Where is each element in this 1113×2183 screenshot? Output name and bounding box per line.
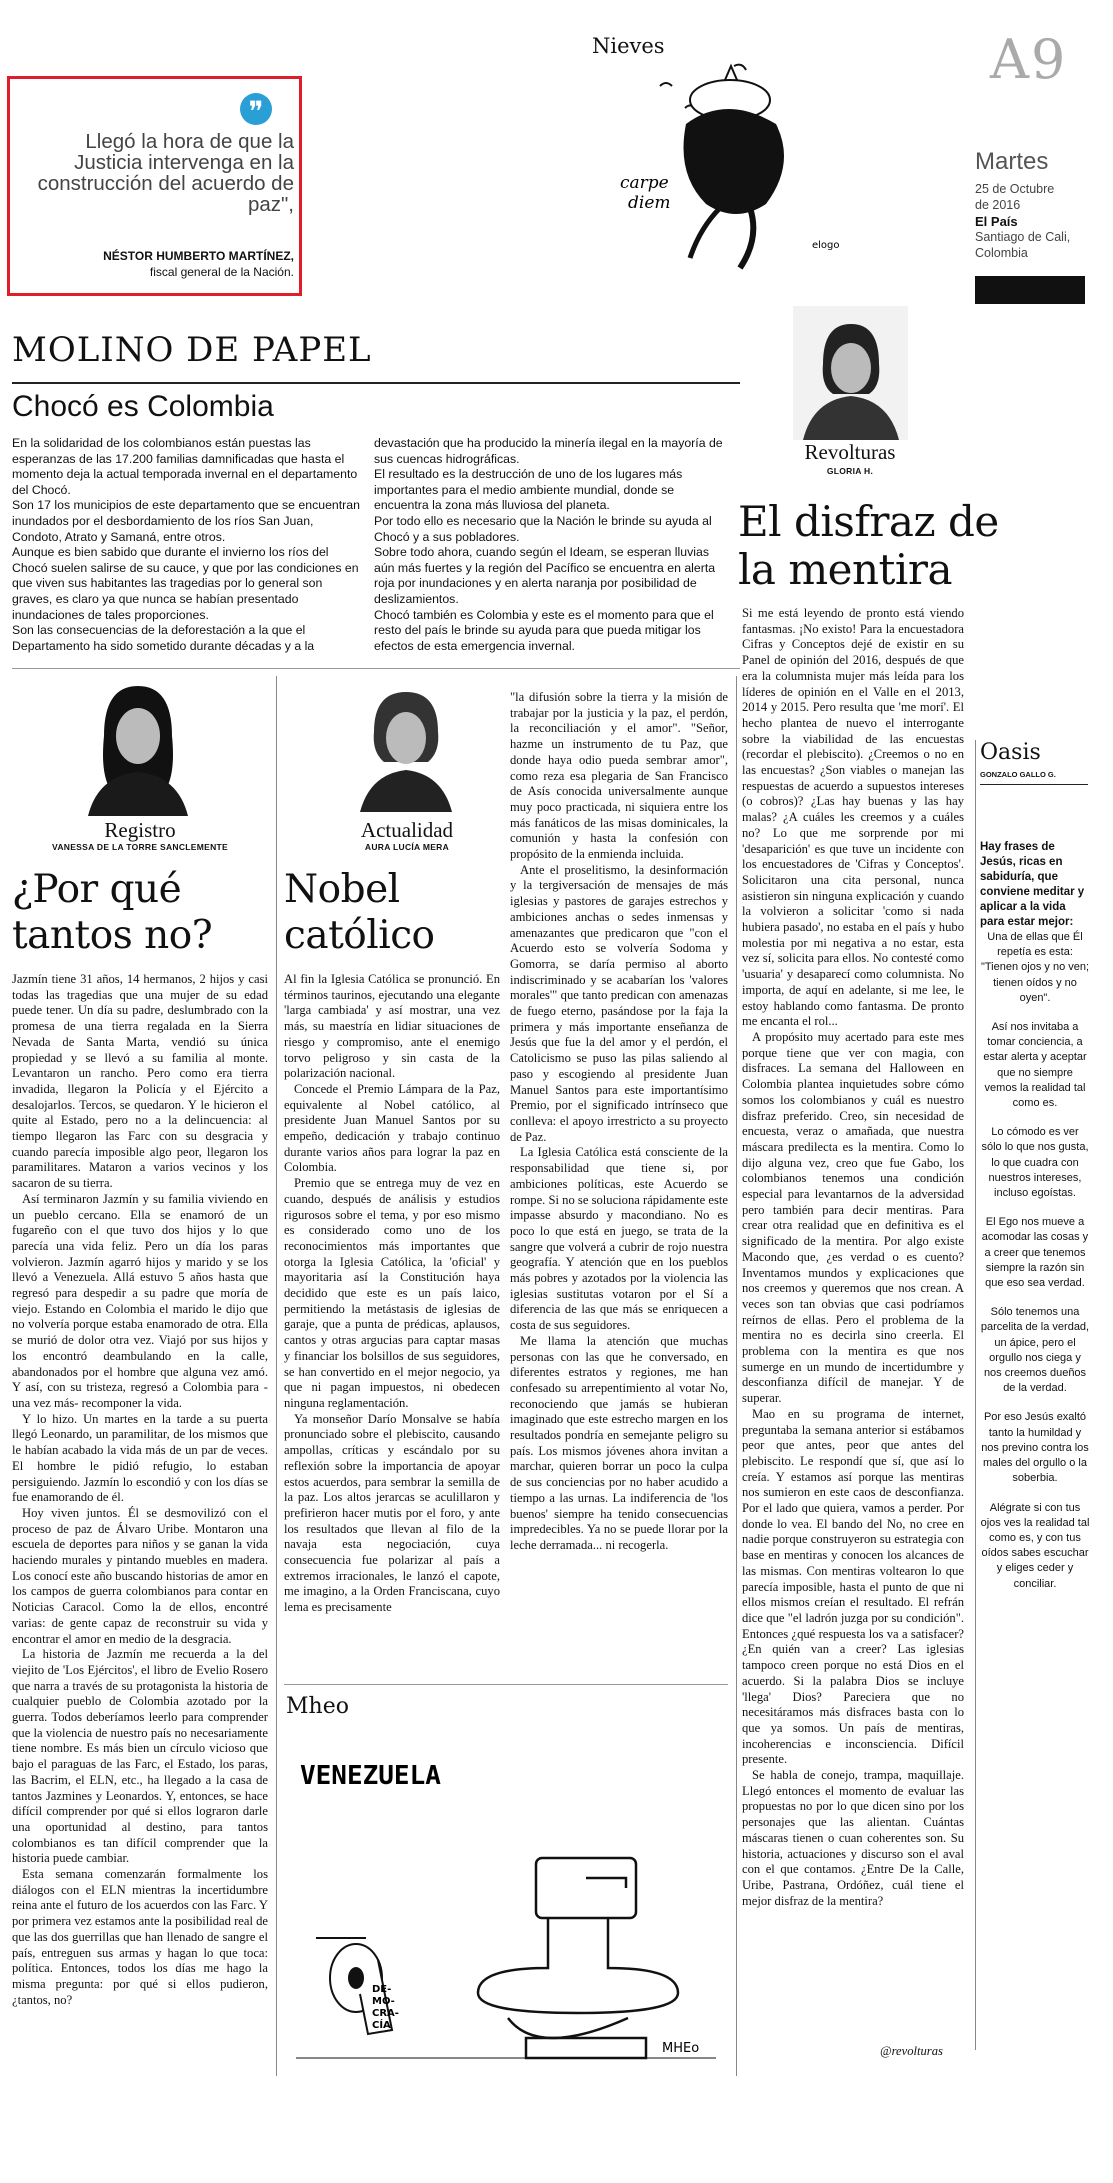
actualidad-p1: Al fin la Iglesia Católica se pronunció. En términos taurinos, ejecutando una elegante 'larga cambiada' y así mostrar, una vez más, su maestría en lidiar situaciones de riesgo y compromiso, ante el enemigo torvo peligroso y sin casta de la polarización nacional.: [284, 972, 500, 1081]
mheo-cartoon: [286, 1728, 726, 2068]
actualidad-author: AURA LUCÍA MERA: [364, 842, 450, 852]
city-line2: Colombia: [975, 246, 1028, 260]
dark-bar: [975, 276, 1085, 304]
actualidad-p8: Me llama la atención que muchas personas con las que he conversado, en diferentes estratos y regiones, me han confesado su arrepentimiento al votar No, reconociendo que jamás se hubieran imaginado que este estrecho margen en los resultados pondría en semejante peligro su país. Los mismos jóvenes ahora invitan a marchar, quieren borrar un poco la culpa de sus conciencias por no haber acudido a tiempo a las urnas. La indiferencia de 'los buenos' siempre ha tenido consecuencias impredecibles. Ya no se puede llorar por la leche derramada... ni recogerla.: [510, 1333, 728, 1552]
toilet-paper-icon: [316, 1938, 399, 2034]
actualidad-column-name: Actualidad: [360, 818, 454, 842]
quote-mark-icon: ❞: [240, 93, 272, 125]
actualidad-body-col2: [510, 690, 728, 1674]
molino-col2: [374, 436, 726, 656]
cartoon-signature: MHEo: [662, 2041, 700, 2056]
molino-p5: devastación que ha producido la minería ilegal en la mayoría de sus cuencas hidrográficas.: [374, 436, 723, 466]
revolturas-p4: Se habla de conejo, trampa, maquillaje. Llegó entonces el momento de evaluar las propuestas no por lo que dicen sino por los personajes que las alientan. Cuántas máscaras tienen o cuan coherentes son. Su historia, actuaciones y discurso son el aval con el que contamos. ¿Entre De la Calle, Uribe, Pastrana, Ordóñez, cuál tiene el mejor disfraz de la mentira?: [742, 1768, 964, 1908]
date-line2: de 2016: [975, 198, 1021, 212]
section-title: Nieves: [592, 34, 665, 58]
roll-label-2: MO-: [372, 1996, 395, 2007]
molino-col1: [12, 436, 364, 656]
revolturas-column-name: Revolturas: [804, 440, 896, 464]
molino-p7: Por todo ello es necesario que la Nación le brinde su ayuda al Chocó y a sus pobladores.: [374, 513, 712, 544]
revolturas-p3: Mao en su programa de internet, preguntaba la semana anterior si estábamos peor que antes, peor que antes del plebiscito. Le respondí que sí, que así lo creía. Y estamos así porque las mentiras nos sumieron en este caos de desconfianza. Por el lado que quiera, vamos a perder. Por donde lo vea. El bando del No, no cree en nadie porque construyeron su estrategia con base en mentiras y conocen los alcances de las mismas. Con mentiras voltearon lo que parecía imposible, hasta el punto de que ni ellos mismos creían el resultado. El refrán dice que "el ladrón juzga por su condición". Entonces ¿qué respuesta los va a satisfacer? ¿En quién van a creer? Las iglesias tampoco creen porque no está Dios en el acuerdo. Si la palabra Dios se incluye 'llega' Dios? Pareciera que no necesitáramos más disfraces basta con lo que ya somos. Un país de mentiras, incoherencias e inconsciencia. Difícil presente.: [742, 1406, 964, 1767]
actualidad-photo: [356, 676, 456, 812]
oasis-p6: Por eso Jesús exaltó tanto la humildad y nos previno contra los males del orgullo o la soberbia.: [981, 1411, 1089, 1485]
actualidad-p5: "la difusión sobre la tierra y la misión de trabajar por la justicia y la paz, el perdón, la reconciliación y el amor". "Señor, hazme un instrumento de tu Paz, que donde haya odio pueda sembrar amor", como reza esa plegaria de San Francisco de Asís conocida universalmente aunque muy poco practicada, ni siquiera entre los más fanáticos de las misas dominicales, la comunión y hasta la confesión con propósito de la enmienda incluida.: [510, 690, 728, 862]
registro-photo: [82, 676, 194, 816]
revolturas-handle[interactable]: @revolturas: [880, 2044, 943, 2058]
cartoon-text-2: diem: [628, 193, 671, 213]
oasis-p2: Así nos invitaba a tomar conciencia, a estar alerta y aceptar que no siempre vemos la realidad tal como es.: [983, 1021, 1087, 1110]
registro-p2: Así terminaron Jazmín y su familia viviendo en un pueblo cercano. Ella se enamoró de un fugareño con el que tuvo dos hijos y lo que parecía una vida feliz. Pero un día los paras volvieron. Jazmín agarró hijos y marido y se los llevó a Venezuela. Allá estuvo 5 años hasta que regresó para despedir a su padre que moría de viejo. Estando en Colombia el marido le dijo que no volvería porque estaba enamorado de otra. Ella se murió de dolor otra vez. Viajó por sus hijos y los encontró deambulando en la calle, abandonados por el hombre que alguna vez amó. Y así, con su tristeza, regresó a Colombia para -una vez más- recomponer la vida.: [12, 1191, 268, 1410]
portrait-icon: [82, 676, 194, 816]
molino-p4: Son las consecuencias de la deforestación a la que el Departamento ha sido sometido durante décadas y a la: [12, 623, 315, 653]
roll-label-1: DE-: [372, 1984, 392, 1995]
molino-p9: Chocó también es Colombia y este es el momento para que el resto del país le brinde su ayuda para que pueda mitigar los efectos de esta emergencia invernal.: [374, 607, 714, 653]
portrait-icon: [793, 306, 908, 440]
molino-bottom-rule: [12, 668, 740, 669]
molino-p1: En la solidaridad de los colombianos están puestas las esperanzas de las 17.200 familias damnificadas que hasta el momento deja la actual temporada invernal en el departamento del Chocó.: [12, 436, 358, 497]
registro-headline-1: ¿Por qué: [12, 867, 182, 912]
molino-p8: Sobre todo ahora, cuando según el Ideam, se esperan lluvias aún más fuertes y la región del Pacífico se encuentra en alerta roja por inundaciones y en alerta naranja por posibilidad de deslizamientos.: [374, 545, 716, 606]
revolturas-p2: A propósito muy acertado para este mes porque tiene que ver con magia, con disfraces. La semana del Halloween en Colombia plantea inquietudes sobre cómo somos los colombianos y cuál es nuestro disfraz preferido. Creo, sin necesidad de encuesta, veraz o amañada, que nuestra máscara predilecta es la mentira. Como lo dijo alguna vez, creo que fue Gabo, los colombianos tenemos una condición especial para levantarnos de la adversidad pero también para decir mentiras. Para crear otra realidad que en definitiva es el significado de la mentira. Por algo existe Macondo que, ¿es verdad o es cuento? Inventamos mundos y explicaciones que nos creemos y queremos que nos crean. A veces son tan obvias que casi podríamos reírnos de ellas. Pero el problema de la mentira no es decirla sino creerla. El problema con la mentira es que nos sumerge en un mundo de incertidumbre y desconfianza difícil de manejar. Y de superar.: [742, 1029, 964, 1406]
cartoon-carpe-diem: [590, 58, 890, 278]
molino-kicker: MOLINO DE PAPEL: [12, 330, 372, 370]
molino-p2: Son 17 los municipios de este departamento que se encuentran inundados por el desbordamiento de los ríos San Juan, Condoto, Atrato y Samaná, entre otros.: [12, 498, 360, 544]
actualidad-p4: Ya monseñor Darío Monsalve se había pronunciado sobre el plebiscito, causando ampollas, críticas y escándalo por su reflexión sobre la importancia de apoyar estos acuerdos, para sembrar la semilla de la paz. Los altos jerarcas se aculillaron y prefirieron hacer mutis por el foro, y ante los resultados que llevan al filo de la navaja esta negociación, cuya consecuencia fue polarizar al país a extremos irracionales, le lanzó el capote, me imagino, a la Orden Franciscana, cuyo lema es precisamente: [284, 1411, 500, 1615]
registro-headline-2: tantos no?: [12, 913, 213, 958]
molino-p3: Aunque es bien sabido que durante el invierno los ríos del Chocó suelen salirse de su cauce, y que por las condiciones en que viven sus habitantes las tragedias por lo general son graves, es claro ya que nunca se habían presentado inundaciones de tales proporciones.: [12, 545, 359, 622]
oasis-p5: Sólo tenemos una parcelita de la verdad, un ápice, pero el orgullo nos ciega y nos creemos dueños de la verdad.: [980, 1306, 1090, 1395]
toilet-icon: [478, 1858, 678, 2058]
revolturas-headline-1: El disfraz de: [738, 497, 999, 546]
portrait-icon: [356, 676, 456, 812]
registro-p1: Jazmín tiene 31 años, 14 hermanos, 2 hijos y casi todas las tragedias que una mujer de su edad puede tener. Un día su padre, deslumbrado con la promesa de una tierra regalada en la Sierra Nevada de Santa Marta, vendió su única propiedad y se llevó a su familia al monte. Levantaron un rancho. Pero como era tierra invadida, llegaron la Policía y el Ejército a desalojarlos. Tercos, se quedaron. Y le hicieron el quite al Estado, pero no a la delincuencia: al tiempo llegaron las Farc con su desgracia y cuando parecía imposible algo peor, llegaron los paramilitares. Mataron a varios vecinos y los sacaron de su tierra.: [12, 972, 268, 1191]
cartoon-signature: elogo: [812, 240, 840, 251]
quote-text: Llegó la hora de que la Justicia intervenga en la construcción del acuerdo de paz",: [37, 130, 294, 216]
oasis-body: [980, 930, 1090, 1606]
quote-box: [7, 76, 302, 296]
roll-label-3: CRA-: [372, 2008, 399, 2019]
roll-label-4: CÍA: [372, 2020, 391, 2031]
actualidad-p7: La Iglesia Católica está consciente de la responsabilidad que tiene si, por ambiciones políticas, este Acuerdo se rompe. Si no se soluciona rápidamente este impasse absurdo y macondiano. No es poco lo que está en juego, se trata de la sangre que volverá a cubrir de rojo nuestra geografía. Y atención que en los pueblos más pobres y azotados por la violencia las iglesias sustitutas votaron por el Sí a diferencia de las que más se enriquecen a costa de sus seguidores.: [510, 1145, 728, 1333]
divider-oasis: [975, 740, 976, 2050]
registro-author: VANESSA DE LA TORRE SANCLEMENTE: [51, 842, 228, 852]
molino-p6: El resultado es la destrucción de uno de los lugares más importantes para el medio ambiente mundial, donde se encuentra la zona más lluviosa del planeta.: [374, 467, 683, 513]
quote-author: NÉSTOR HUMBERTO MARTÍNEZ,: [103, 249, 294, 263]
actualidad-body-col1: [284, 972, 500, 1674]
registro-p4: Hoy viven juntos. Él se desmovilizó con el proceso de paz de Álvaro Uribe. Montaron una escuela de deportes para niños y se ganan la vida haciendo murales y pintando muebles en madera. Los conocí este año buscando historias de amor en los campos de guerra colombianos para contar en Noticias Caracol. Como la de ellos, encontré varias: de gente capaz de reconstruir su vida y encontrar el amor en medio de la desgracia.: [12, 1505, 268, 1646]
registro-column-name: Registro: [104, 818, 176, 842]
page-number: A9: [990, 28, 1068, 91]
actualidad-headline-1: Nobel: [284, 867, 400, 912]
mheo-top-rule: [284, 1684, 728, 1685]
registro-body: [12, 972, 268, 2070]
cartoon-text-1: carpe: [620, 173, 669, 193]
oasis-column-name: Oasis: [980, 740, 1041, 765]
registro-p3: Y lo hizo. Un martes en la tarde a su puerta llegó Leonardo, un paramilitar, de los mismos que le habían acabado la vida más de un par de veces. El hombre le pidió refugio, lo estaban persiguiendo. Jazmín lo escondió y con los días se fue enamorando de él.: [12, 1411, 268, 1505]
molino-title: Chocó es Colombia: [12, 390, 274, 423]
oasis-p4: El Ego nos mueve a acomodar las cosas y a creer que tenemos siempre la razón sin que eso sea verdad.: [981, 1216, 1089, 1290]
revolturas-body: [742, 606, 964, 2038]
quote-role: fiscal general de la Nación.: [149, 265, 294, 279]
registro-p5: La historia de Jazmín me recuerda a la del viejito de 'Los Ejércitos', el libro de Evelio Rosero que narra a través de su protagonista la historia de cualquier pueblo de Colombia azotado por la guerra. Todos deberíamos leerlo para comprender que la violencia de nuestro país no necesariamente tiene nombre. Es más bien un círculo vicioso que bajo el paraguas de las Farc, el Estado, los paras, las Bacrim, el ELN, etc., ha llegado a la casa de tantos Jazmines y Leonardos. Y, entonces, se hace difícil comprender por qué si ellos lograron darle una oportunidad al destino, para tantos colombianos es tan difícil comprender que la historia puede cambiar.: [12, 1647, 268, 1866]
revolturas-photo: [793, 306, 908, 440]
city-line1: Santiago de Cali,: [975, 230, 1071, 244]
revolturas-headline-2: la mentira: [738, 545, 952, 594]
actualidad-headline-2: católico: [284, 913, 435, 958]
divider-3: [736, 676, 737, 2076]
oasis-rule: [980, 784, 1088, 785]
date-day: Martes: [975, 148, 1049, 175]
actualidad-p3: Premio que se entrega muy de vez en cuando, después de análisis y estudios rigurosos sobre el tema, y por eso mismo es considerado como uno de los reconocimientos más importantes que otorga la Iglesia Católica, la 'oficial' y mayoritaria así la Constitución haya decidido que este es un país laico, permitiendo la metástasis de iglesias de garaje, que a punta de prédicas, aplausos, cantos y otras argucias para captar masas y financiar los bolsillos de sus seguidores, se han convertido en el mejor negocio, ya que ni pagan impuestos, ni obedecen ninguna reglamentación.: [284, 1176, 500, 1410]
actualidad-p2: Concede el Premio Lámpara de la Paz, equivalente al Nobel católico, al presidente Juan Manuel Santos por su empeño, dedicación y trabajo continuo durante varios años para lograr la paz en Colombia.: [284, 1081, 500, 1175]
oasis-p3: Lo cómodo es ver sólo lo que nos gusta, lo que cuadra con nuestros intereses, incluso egoístas.: [981, 1126, 1089, 1200]
divider-1: [276, 676, 277, 2076]
registro-p6: Esta semana comenzarán formalmente los diálogos con el ELN mientras la incertidumbre reina ante el futuro de los acuerdos con las Farc. Y por primera vez estamos ante la posibilidad real de que las dos guerrillas que han llenado de sangre el país, entreguen sus armas y hagan lo que toca: política. Entonces, todos los días me hago la misma pregunta: por qué si ellos pudieron, ¿tantos, no?: [12, 1867, 268, 2007]
oasis-p1: Una de ellas que Él repetía es esta: "Tienen ojos y no ven; tienen oídos y no oyen".: [980, 931, 1090, 1004]
oasis-author: GONZALO GALLO G.: [980, 770, 1056, 779]
date-line1: 25 de Octubre: [975, 182, 1055, 196]
paper-name: El País: [975, 214, 1018, 229]
molino-rule: [12, 382, 740, 384]
actualidad-p6: Ante el proselitismo, la desinformación y la tergiversación de mensajes de más iglesias y pastores de garajes estrechos y ambiciones anchas o sedes inmensas y amenazantes que predicaron que "con el Acuerdo esto se volvería Sodoma y Gomorra, se daría permiso al aborto indiscriminado y se acabarían los 'valores morales'" que tanto predican con amenazas de fuego eterno, pasándose por la faja la primera y más importante enseñanza de Jesús que fue la del amor y el perdón, el Catolicismo se puso las pilas saliendo al paso y escogiendo al presidente Juan Manuel Santos para este importantísimo Premio, por el significado intrínseco que conlleva: el apoyo irrestricto a su proyecto de Paz.: [510, 862, 728, 1144]
cartoon-title: VENEZUELA: [300, 1761, 441, 1791]
mheo-label: Mheo: [286, 1694, 349, 1719]
revolturas-p1: Si me está leyendo de pronto está viendo fantasmas. ¡No existo! Para la encuestadora Cifras y Conceptos dejé de existir en su Panel de opinión del 2016, después de que era la columnista mujer más leída para los líderes de opinión en el Valle en el 2013, 2014 y 2015. Pero resulta que 'me morí'. El hecho plantea de nuevo el interrogante sobre la viabilidad de las encuestas (recordar el plebiscito). ¿Creemos o no en las encuestas? ¿Son viables o manejan las respuestas de acuerdo a supuestos intereses (o cobros)? ¿Las hay buenas y las hay malas? ¿A cuáles les creemos y a cuáles no? Lo que me sorprende por mi 'desaparición' es que tuve un incidente con los encuestadores de 'Cifras y Conceptos'. Solicitaron una cita personal, nunca asistieron sin ninguna explicación y cuando la volvieron a solicitar 'como si nada hubiera pasado', no estaba en el país y hubo molestia por mi negativa a no estar, esta vez sí, solicita para ellos. No contesté como 'usuaria' y desaparecí como columnista. No importa, de aquí en adelante, si me lee, le estoy hablando como fantasma. De pronto me encanta el rol...: [742, 606, 964, 1029]
oasis-intro: Hay frases de Jesús, ricas en sabiduría, que conviene meditar y aplicar a la vida para estar mejor:: [980, 841, 1085, 928]
revolturas-author: GLORIA H.: [826, 466, 874, 476]
oasis-p7: Alégrate si con tus ojos ves la realidad tal como es, y con tus oídos sabes escuchar y eliges ceder y conciliar.: [980, 1501, 1090, 1590]
